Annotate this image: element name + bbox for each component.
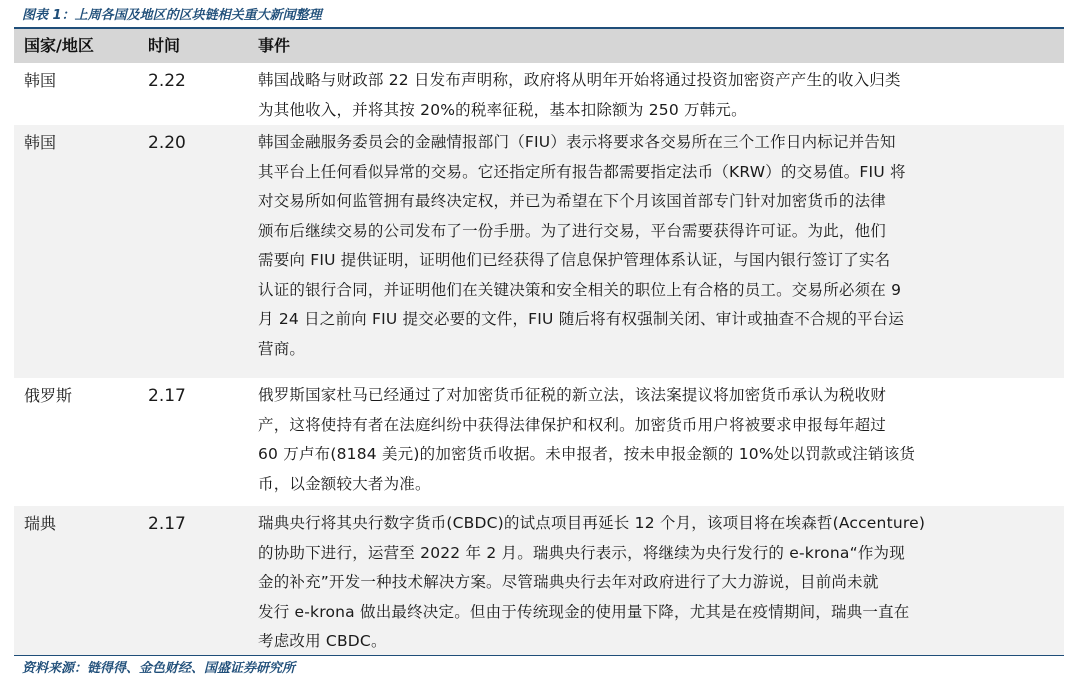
event-line: 韩国战略与财政部 22 日发布声明称，政府将从明年开始将通过投资加密资产产生的收入归类 bbox=[258, 71, 901, 89]
row-country: 韩国 bbox=[24, 71, 57, 90]
row-event bbox=[258, 63, 1056, 125]
header-country: 国家/地区 bbox=[24, 36, 94, 55]
event-line: 瑞典央行将其央行数字货币(CBDC)的试点项目再延长 12 个月，该项目将在埃森哲(Accenture) bbox=[258, 514, 926, 532]
event-line: 金的补充”开发一种技术解决方案。尽管瑞典央行去年对政府进行了大力游说，目前尚未就 bbox=[258, 573, 879, 591]
table-row bbox=[14, 378, 1064, 506]
event-line: 营商。 bbox=[258, 339, 306, 358]
row-date: 2.17 bbox=[148, 514, 186, 534]
event-line: 俄罗斯国家杜马已经通过了对加密货币征税的新立法，该法案提议将加密货币承认为税收财 bbox=[258, 386, 887, 404]
event-line: 月 24 日之前向 FIU 提交必要的文件，FIU 随后将有权强制关闭、审计或抽查不合规的平台运 bbox=[258, 310, 905, 328]
event-line: 认证的银行合同，并证明他们在关键决策和安全相关的职位上有合格的员工。交易所必须在 9 bbox=[258, 280, 902, 299]
row-country: 韩国 bbox=[24, 133, 57, 152]
event-line: 发行 e-krona 做出最终决定。但由于传统现金的使用量下降，尤其是在疫情期间，瑞典一直在 bbox=[258, 602, 910, 621]
table-bottom-rule bbox=[14, 655, 1064, 656]
event-line: 韩国金融服务委员会的金融情报部门（FIU）表示将要求各交易所在三个工作日内标记并告知 bbox=[258, 133, 896, 151]
table-row bbox=[14, 63, 1064, 125]
row-event bbox=[258, 378, 1056, 499]
header-event: 事件 bbox=[258, 36, 291, 55]
event-line: 对交易所如何监管拥有最终决定权，并已为希望在下个月该国首部专门针对加密货币的法律 bbox=[258, 192, 887, 210]
source-note: 资料来源：链得得、金色财经、国盛证券研究所 bbox=[22, 661, 296, 676]
row-event bbox=[258, 506, 1056, 657]
event-line: 币，以金额较大者为准。 bbox=[258, 474, 431, 493]
event-line: 产，这将使持有者在法庭纠纷中获得法律保护和权利。加密货币用户将被要求申报每年超过 bbox=[258, 415, 887, 434]
table-row bbox=[14, 125, 1064, 378]
event-line: 颁布后继续交易的公司发布了一份手册。为了进行交易，平台需要获得许可证。为此，他们 bbox=[258, 221, 887, 240]
figure-caption: 图表 1：上周各国及地区的区块链相关重大新闻整理 bbox=[22, 8, 322, 23]
table-row bbox=[14, 506, 1064, 655]
row-date: 2.20 bbox=[148, 133, 186, 153]
event-line: 60 万卢布(8184 美元)的加密货币收据。未申报者，按未申报金额的 10%处以罚款或注销该货 bbox=[258, 445, 916, 463]
event-line: 的协助下进行，运营至 2022 年 2 月。瑞典央行表示，将继续为央行发行的 e-krona“作为现 bbox=[258, 543, 905, 562]
row-date: 2.22 bbox=[148, 71, 186, 91]
event-line: 其平台上任何看似异常的交易。它还指定所有报告都需要指定法币（KRW）的交易值。FIU 将 bbox=[258, 162, 906, 181]
row-event bbox=[258, 125, 1056, 364]
event-line: 需要向 FIU 提供证明，证明他们已经获得了信息保护管理体系认证，与国内银行签订了实名 bbox=[258, 251, 891, 269]
event-line: 考虑改用 CBDC。 bbox=[258, 632, 387, 650]
table-header-row bbox=[14, 29, 1064, 63]
event-line: 为其他收入，并将其按 20%的税率征税，基本扣除额为 250 万韩元。 bbox=[258, 100, 747, 119]
row-country: 俄罗斯 bbox=[24, 386, 73, 405]
header-time: 时间 bbox=[148, 36, 181, 55]
row-date: 2.17 bbox=[148, 386, 186, 406]
row-country: 瑞典 bbox=[24, 514, 57, 533]
